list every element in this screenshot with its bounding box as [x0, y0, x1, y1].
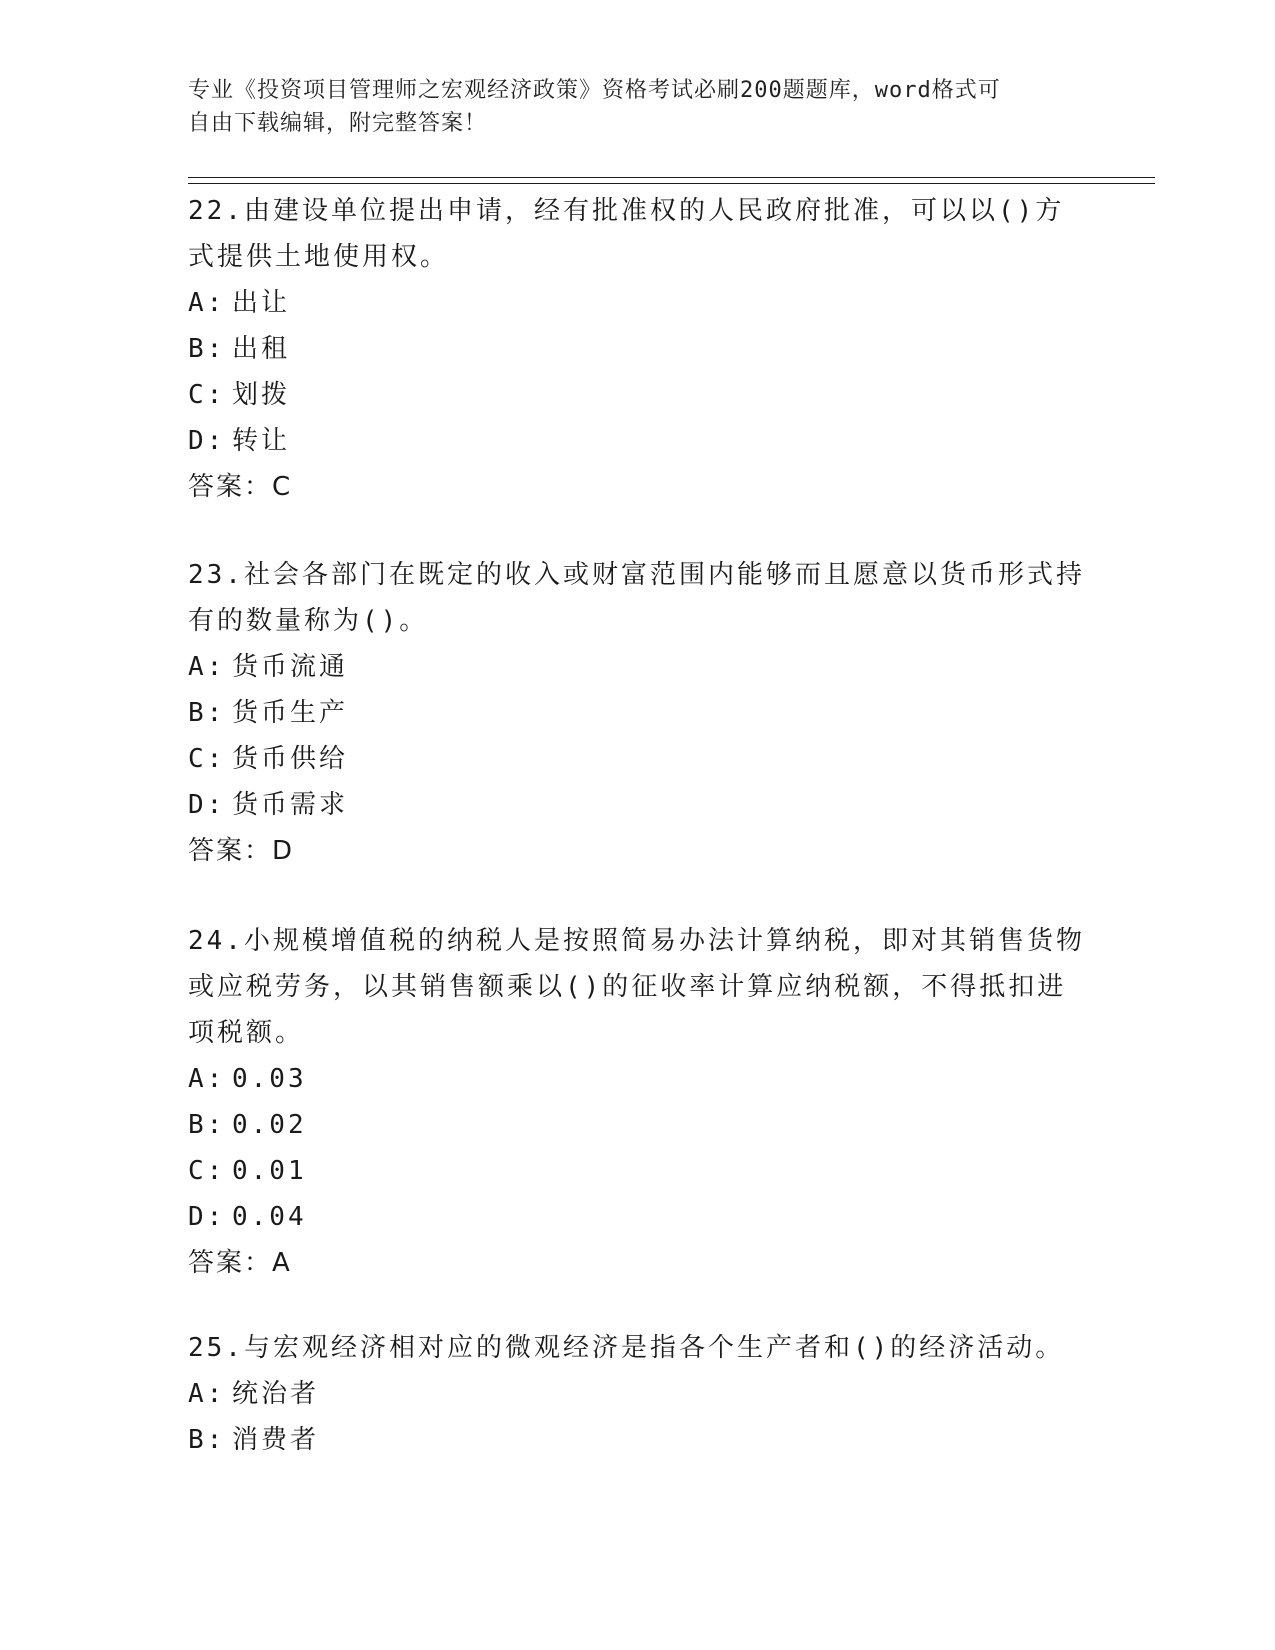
option-text: 转让: [232, 426, 291, 456]
option-letter: A:: [188, 288, 226, 318]
option-letter: A:: [188, 652, 226, 682]
option-c: [188, 1148, 1088, 1194]
option-letter: D:: [188, 1202, 226, 1232]
option-letter: B:: [188, 334, 226, 364]
option-letter: A:: [188, 1064, 226, 1094]
option-text: 0.03: [232, 1064, 307, 1094]
option-b: [188, 1417, 1088, 1463]
option-d: [188, 418, 1088, 464]
option-a: [188, 280, 1088, 326]
option-a: [188, 1371, 1088, 1417]
option-letter: B:: [188, 698, 226, 728]
option-letter: D:: [188, 426, 226, 456]
option-a: [188, 644, 1088, 690]
option-text: 出租: [232, 334, 291, 364]
option-letter: A:: [188, 1379, 226, 1409]
question-stem: 23.社会各部门在既定的收入或财富范围内能够而且愿意以货币形式持有的数量称为()。: [188, 560, 1085, 636]
header-line-1: 专业《投资项目管理师之宏观经济政策》资格考试必刷200题题库，word格式可: [188, 78, 1001, 103]
option-text: 0.04: [232, 1202, 307, 1232]
option-b: [188, 690, 1088, 736]
question-stem: 22.由建设单位提出申请，经有批准权的人民政府批准，可以以()方式提供土地使用权。: [188, 196, 1065, 272]
option-letter: B:: [188, 1110, 226, 1140]
question-23: [188, 552, 1088, 874]
question-25: [188, 1325, 1088, 1463]
option-text: 统治者: [232, 1379, 320, 1409]
option-letter: C:: [188, 744, 226, 774]
option-text: 出让: [232, 288, 291, 318]
option-letter: B:: [188, 1425, 226, 1455]
header-line-2: 自由下载编辑，附完整答案！: [188, 111, 488, 136]
option-text: 0.01: [232, 1156, 307, 1186]
option-text: 0.02: [232, 1110, 307, 1140]
header-divider-bottom: [188, 183, 1155, 184]
question-24: [188, 918, 1088, 1286]
option-letter: D:: [188, 790, 226, 820]
question-stem: 24.小规模增值税的纳税人是按照简易办法计算纳税，即对其销售货物或应税劳务，以其销售额乘以()的征收率计算应纳税额，不得抵扣进项税额。: [188, 926, 1085, 1048]
document-header: [188, 74, 1068, 140]
answer-line: 答案：C: [188, 472, 293, 502]
answer-line: 答案：D: [188, 836, 295, 866]
option-c: [188, 372, 1088, 418]
option-b: [188, 326, 1088, 372]
option-b: [188, 1102, 1088, 1148]
option-text: 划拨: [232, 380, 291, 410]
answer-line: 答案：A: [188, 1248, 292, 1278]
option-letter: C:: [188, 1156, 226, 1186]
question-22: [188, 188, 1088, 510]
question-stem: 25.与宏观经济相对应的微观经济是指各个生产者和()的经济活动。: [188, 1333, 1065, 1363]
option-text: 消费者: [232, 1425, 320, 1455]
option-text: 货币流通: [232, 652, 349, 682]
option-d: [188, 782, 1088, 828]
option-d: [188, 1194, 1088, 1240]
option-letter: C:: [188, 380, 226, 410]
option-a: [188, 1056, 1088, 1102]
option-text: 货币供给: [232, 744, 349, 774]
header-divider-top: [188, 177, 1155, 178]
option-text: 货币生产: [232, 698, 349, 728]
option-text: 货币需求: [232, 790, 349, 820]
option-c: [188, 736, 1088, 782]
